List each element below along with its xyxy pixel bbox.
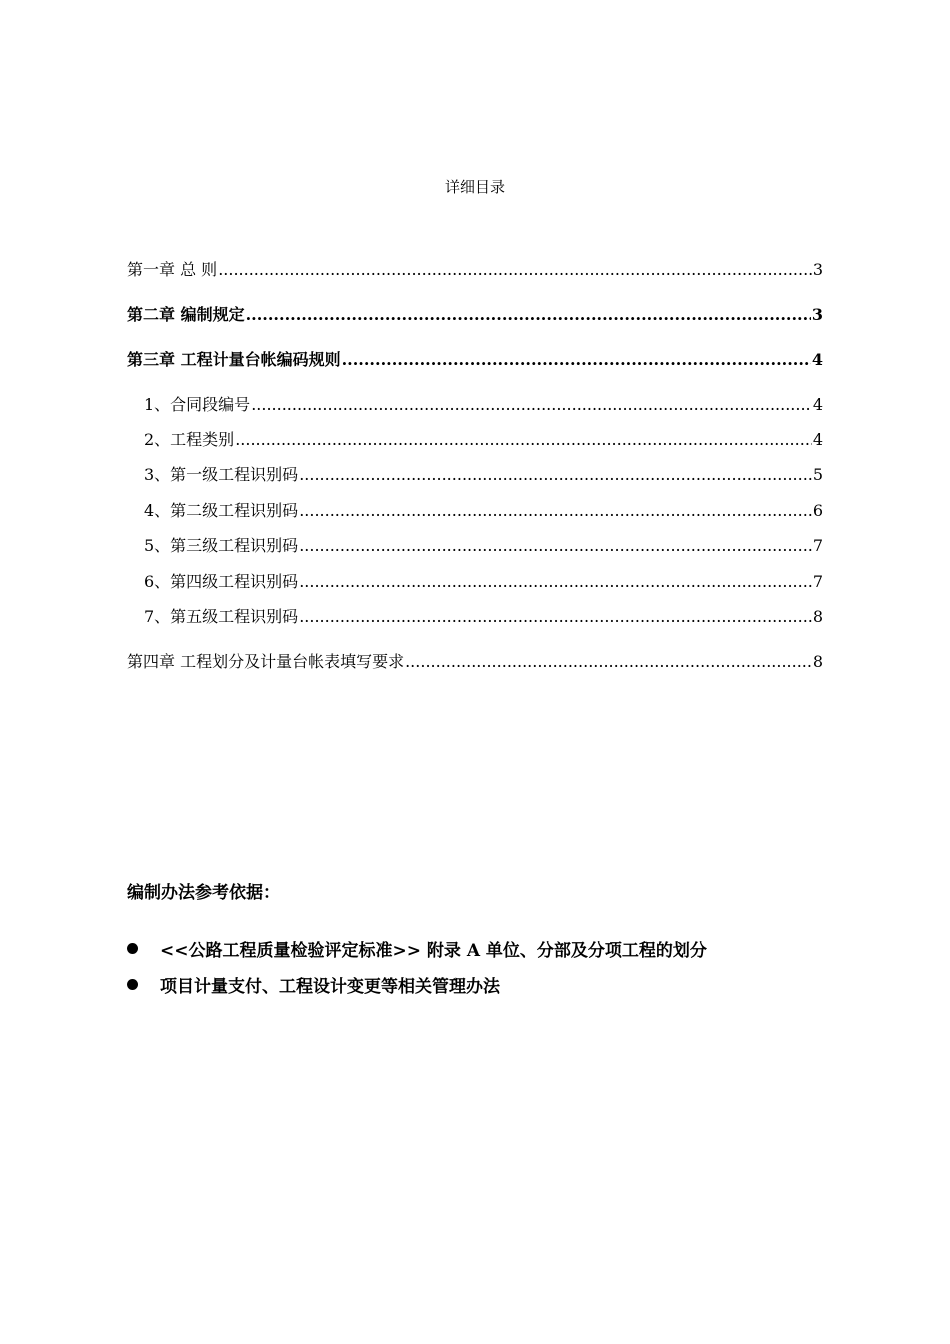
toc-leader-dots [299, 570, 812, 594]
toc-entry-page: 8 [812, 607, 823, 626]
toc-entry-section-6[interactable] [144, 570, 823, 594]
toc-entry-page: 5 [812, 465, 823, 484]
toc-entry-label: 6、第四级工程识别码 [144, 572, 299, 591]
toc-entry-section-3[interactable] [144, 463, 823, 487]
toc-leader-dots [299, 463, 812, 487]
toc-entry-section-2[interactable] [144, 428, 823, 452]
toc-entry-section-1[interactable] [144, 393, 823, 417]
toc-leader-dots [299, 534, 812, 558]
references-heading: 编制办法参考依据： [127, 883, 280, 903]
toc-leader-dots [251, 393, 812, 417]
toc-entry-page: 4 [812, 395, 823, 414]
toc-entry-section-7[interactable] [144, 605, 823, 629]
toc-entry-chapter-4[interactable] [127, 650, 823, 674]
toc-entry-section-5[interactable] [144, 534, 823, 558]
toc-entry-label: 3、第一级工程识别码 [144, 465, 299, 484]
page-title: 详细目录 [444, 178, 505, 196]
toc-entry-label: 第二章 编制规定 [127, 305, 245, 324]
toc-entry-chapter-1[interactable] [127, 258, 823, 282]
toc-entry-page: 4 [811, 350, 823, 369]
toc-leader-dots [342, 348, 811, 372]
toc-leader-dots [299, 499, 812, 523]
toc-leader-dots [299, 605, 812, 629]
toc-entry-label: 第一章 总 则 [127, 260, 218, 279]
reference-item-text: 项目计量支付、工程设计变更等相关管理办法 [160, 977, 500, 997]
bullet-icon [127, 979, 138, 990]
reference-item-text: <<公路工程质量检验评定标准>> 附录 A 单位、分部及分项工程的划分 [160, 941, 707, 961]
toc-entry-label: 5、第三级工程识别码 [144, 536, 299, 555]
toc-entry-page: 4 [812, 430, 823, 449]
toc-entry-chapter-3[interactable] [127, 348, 823, 372]
toc-entry-page: 3 [811, 305, 823, 324]
toc-entry-page: 3 [812, 260, 823, 279]
toc-entry-page: 7 [812, 572, 823, 591]
toc-leader-dots [246, 303, 811, 327]
reference-item [127, 972, 500, 997]
toc-entry-label: 7、第五级工程识别码 [144, 607, 299, 626]
toc-entry-section-4[interactable] [144, 499, 823, 523]
toc-leader-dots [405, 650, 812, 674]
toc-entry-label: 2、工程类别 [144, 430, 235, 449]
toc-entry-label: 1、合同段编号 [144, 395, 251, 414]
toc-leader-dots [235, 428, 812, 452]
toc-entry-label: 4、第二级工程识别码 [144, 501, 299, 520]
toc-entry-label: 第四章 工程划分及计量台帐表填写要求 [127, 652, 405, 671]
toc-leader-dots [218, 258, 812, 282]
toc-entry-page: 8 [812, 652, 823, 671]
toc-entry-chapter-2[interactable] [127, 303, 823, 327]
toc-entry-page: 6 [812, 501, 823, 520]
toc-entry-label: 第三章 工程计量台帐编码规则 [127, 350, 341, 369]
toc-entry-page: 7 [812, 536, 823, 555]
reference-item [127, 936, 707, 961]
bullet-icon [127, 943, 138, 954]
